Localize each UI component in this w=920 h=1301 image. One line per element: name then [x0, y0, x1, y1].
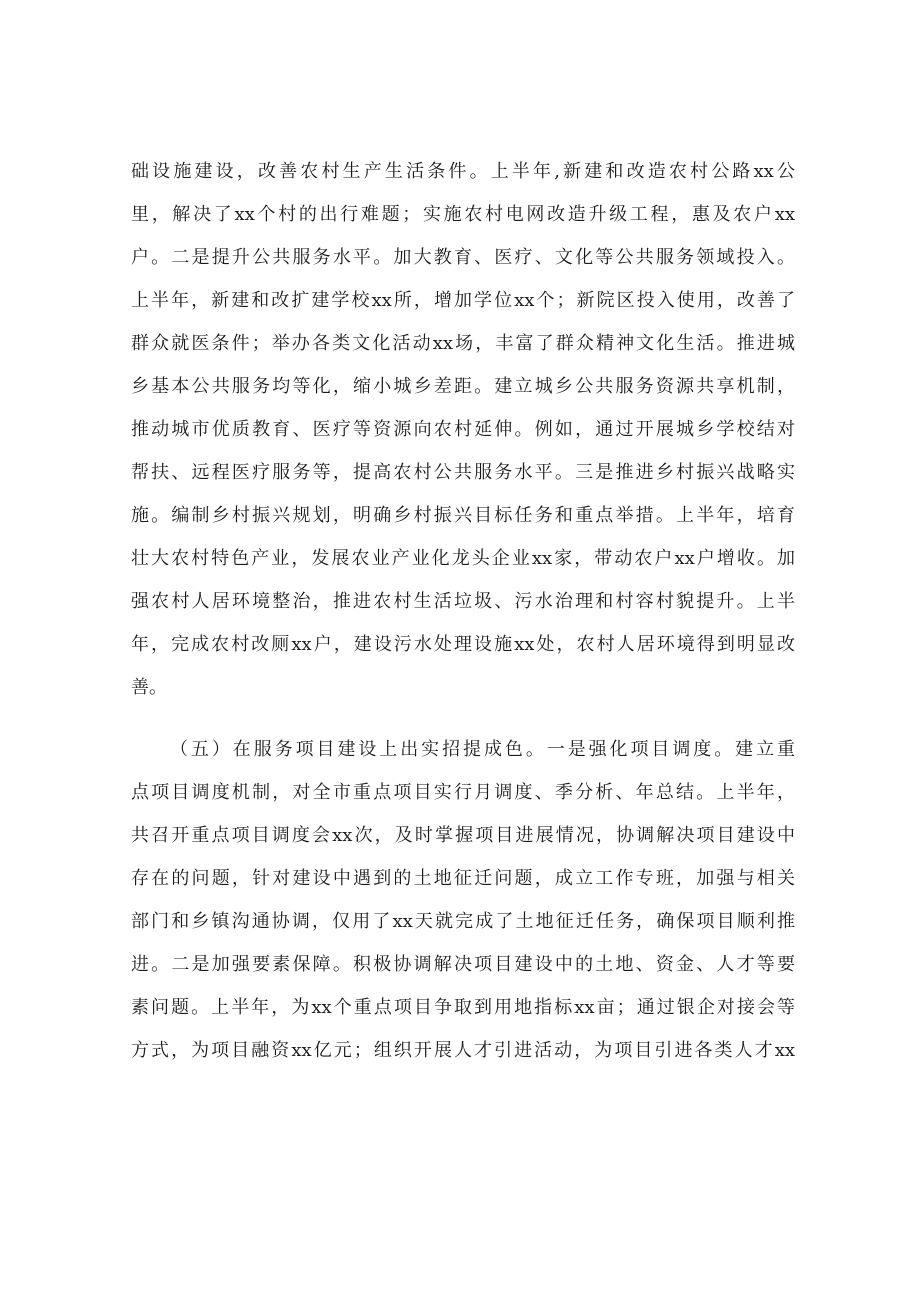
text-line: 方式，为项目融资xx亿元；组织开展人才引进活动，为项目引进各类人才xx: [131, 1040, 795, 1061]
text-line: 帮扶、远程医疗服务等，提高农村公共服务水平。三是推进乡村振兴战略实: [131, 462, 795, 483]
text-line: 乡基本公共服务均等化，缩小城乡差距。建立城乡公共服务资源共享机制，: [131, 376, 795, 397]
text-line: 壮大农村特色产业，发展农业产业化龙头企业xx家，带动农户xx户增收。加: [131, 548, 795, 569]
text-line: 施。编制乡村振兴规划，明确乡村振兴目标任务和重点举措。上半年，培育: [131, 505, 795, 526]
section-heading-line: （五）在服务项目建设上出实招提成色。一是强化项目调度。建立重: [170, 739, 795, 760]
text-line: 强农村人居环境整治，推进农村生活垃圾、污水治理和村容村貌提升。上半: [131, 591, 795, 612]
text-line: 素问题。上半年，为xx个重点项目争取到用地指标xx亩；通过银企对接会等: [131, 997, 795, 1018]
text-line: 善。: [131, 677, 167, 698]
text-line: 础设施建设，改善农村生产生活条件。上半年,新建和改造农村公路xx公: [131, 161, 795, 182]
text-line: 存在的问题，针对建设中遇到的土地征迁问题，成立工作专班，加强与相关: [131, 868, 795, 889]
text-line: 上半年，新建和改扩建学校xx所，增加学位xx个；新院区投入使用，改善了: [131, 290, 795, 311]
text-line: 点项目调度机制，对全市重点项目实行月调度、季分析、年总结。上半年，: [131, 782, 795, 803]
text-line: 部门和乡镇沟通协调，仅用了xx天就完成了土地征迁任务，确保项目顺利推: [131, 911, 795, 932]
text-line: 共召开重点项目调度会xx次，及时掌握项目进展情况，协调解决项目建设中: [131, 825, 795, 846]
text-line: 年，完成农村改厕xx户，建设污水处理设施xx处，农村人居环境得到明显改: [131, 634, 795, 655]
text-line: 推动城市优质教育、医疗等资源向农村延伸。例如，通过开展城乡学校结对: [131, 419, 795, 440]
text-line: 户。二是提升公共服务水平。加大教育、医疗、文化等公共服务领域投入。: [131, 247, 795, 268]
text-line: 里，解决了xx个村的出行难题；实施农村电网改造升级工程，惠及农户xx: [131, 204, 795, 225]
text-line: 群众就医条件；举办各类文化活动xx场，丰富了群众精神文化生活。推进城: [131, 333, 795, 354]
text-line: 进。二是加强要素保障。积极协调解决项目建设中的土地、资金、人才等要: [131, 954, 795, 975]
